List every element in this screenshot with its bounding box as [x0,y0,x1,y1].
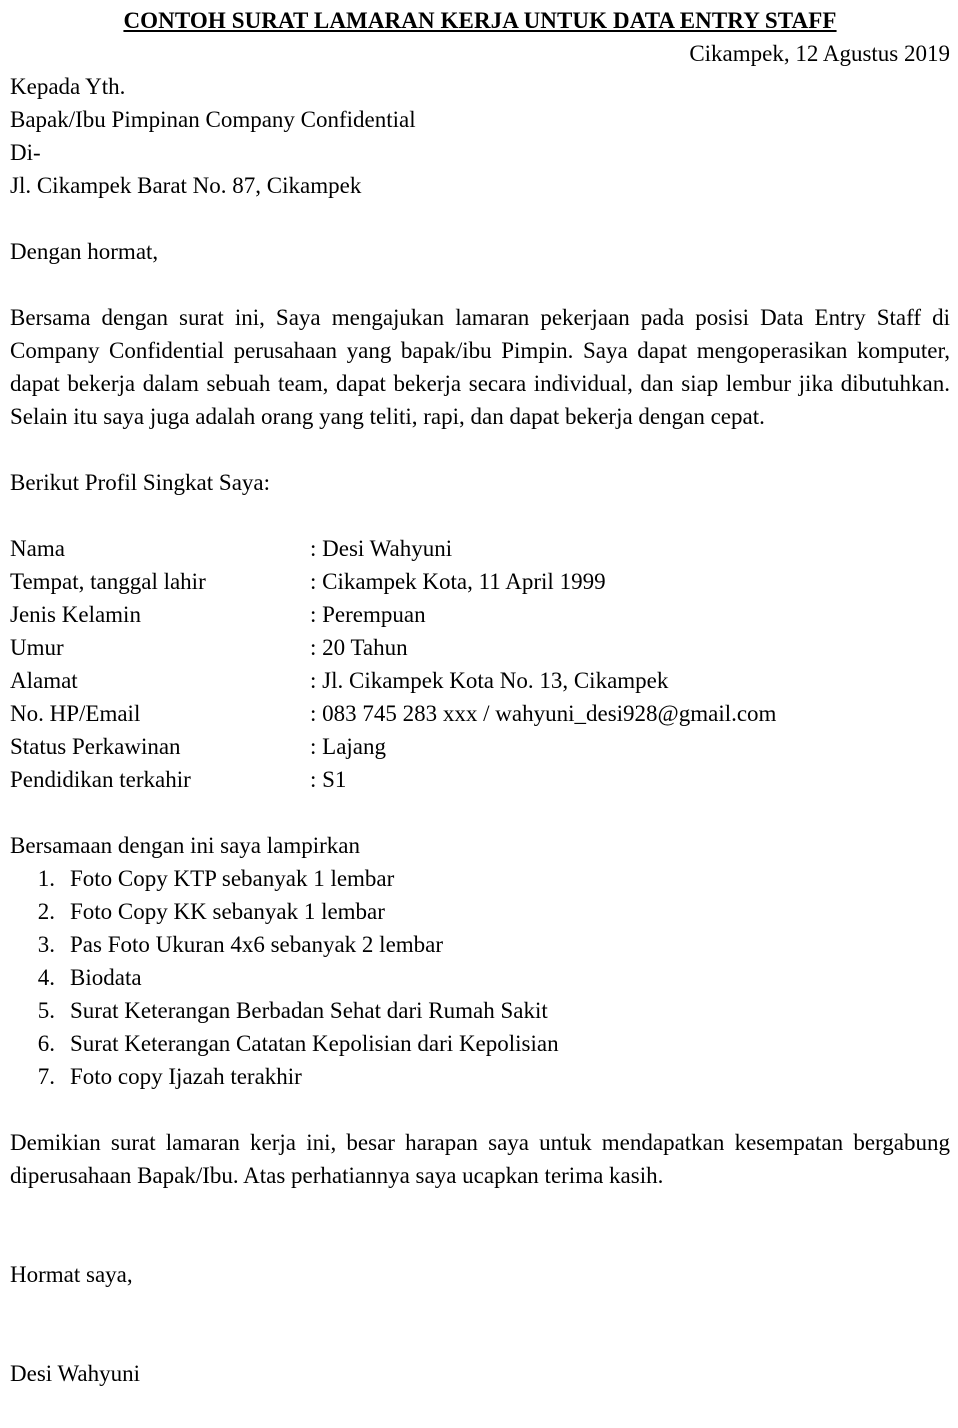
list-text: Pas Foto Ukuran 4x6 sebanyak 2 lembar [70,932,444,957]
profile-value: : Lajang [310,734,386,759]
recipient-block [10,70,950,202]
list-number: 2. [37,899,55,924]
spacer [10,499,950,532]
letter-title: CONTOH SURAT LAMARAN KERJA UNTUK DATA ENTRY STAFF [123,8,837,33]
attachments-list [10,862,950,1093]
list-item [10,1027,950,1060]
list-text: Surat Keterangan Catatan Kepolisian dari Kepolisian [70,1031,559,1056]
list-item [10,1060,950,1093]
profile-label: Pendidikan terkahir [10,767,191,792]
list-number: 5. [37,998,55,1023]
intro-paragraph: Bersama dengan surat ini, Saya mengajukan lamaran pekerjaan pada posisi Data Entry Staff di Company Confidential perusahaan yang bapak/ibu Pimpin. Saya dapat mengoperasikan komputer, dapat bekerja dalam sebuah team, dapat bekerja secara individual, dan siap lembur jika dibutuhkan. Selain itu saya juga adalah orang yang teliti, rapi, dan dapat bekerja dengan cepat. [10,305,950,429]
profile-value: : 083 745 283 xxx / wahyuni_desi928@gmail.com [310,701,777,726]
profile-value: : Cikampek Kota, 11 April 1999 [310,569,606,594]
list-text: Foto Copy KTP sebanyak 1 lembar [70,866,395,891]
profile-value: : Perempuan [310,602,426,627]
spacer [10,1093,950,1126]
profile-label: Alamat [10,668,78,693]
profile-row [10,730,950,763]
list-number: 7. [37,1064,55,1089]
list-item [10,862,950,895]
profile-row [10,532,950,565]
profile-table [10,532,950,796]
list-number: 3. [37,932,55,957]
closing-paragraph: Demikian surat lamaran kerja ini, besar harapan saya untuk mendapatkan kesempatan bergabung diperusahaan Bapak/Ibu. Atas perhatiannya saya ucapkan terima kasih. [10,1130,950,1188]
attachments-heading: Bersamaan dengan ini saya lampirkan [10,833,360,858]
profile-row [10,565,950,598]
profile-value: : S1 [310,767,347,792]
spacer [10,1324,950,1357]
list-item [10,994,950,1027]
profile-heading: Berikut Profil Singkat Saya: [10,470,271,495]
profile-label: Umur [10,635,64,660]
profile-row [10,631,950,664]
profile-label: No. HP/Email [10,701,141,726]
spacer [10,268,950,301]
list-item [10,961,950,994]
recipient-line: Kepada Yth. [10,74,126,99]
profile-label: Jenis Kelamin [10,602,141,627]
spacer [10,202,950,235]
list-item [10,895,950,928]
profile-row [10,664,950,697]
recipient-line: Jl. Cikampek Barat No. 87, Cikampek [10,173,362,198]
signoff: Hormat saya, [10,1262,133,1287]
list-number: 4. [37,965,55,990]
profile-label: Nama [10,536,65,561]
recipient-line: Di- [10,140,41,165]
spacer [10,1291,950,1324]
profile-row [10,697,950,730]
list-text: Foto Copy KK sebanyak 1 lembar [70,899,385,924]
list-text: Foto copy Ijazah terakhir [70,1064,302,1089]
list-number: 1. [37,866,55,891]
profile-label: Tempat, tanggal lahir [10,569,206,594]
list-text: Biodata [70,965,142,990]
spacer [10,1192,950,1225]
list-text: Surat Keterangan Berbadan Sehat dari Rumah Sakit [70,998,548,1023]
profile-label: Status Perkawinan [10,734,181,759]
spacer [10,796,950,829]
profile-value: : 20 Tahun [310,635,408,660]
profile-value: : Jl. Cikampek Kota No. 13, Cikampek [310,668,669,693]
letter-date: Cikampek, 12 Agustus 2019 [689,41,950,66]
signature-name: Desi Wahyuni [10,1361,140,1386]
list-number: 6. [37,1031,55,1056]
profile-value: : Desi Wahyuni [310,536,453,561]
spacer [10,1225,950,1258]
list-item [10,928,950,961]
greeting: Dengan hormat, [10,239,159,264]
profile-row [10,763,950,796]
recipient-line: Bapak/Ibu Pimpinan Company Confidential [10,107,416,132]
spacer [10,433,950,466]
profile-row [10,598,950,631]
